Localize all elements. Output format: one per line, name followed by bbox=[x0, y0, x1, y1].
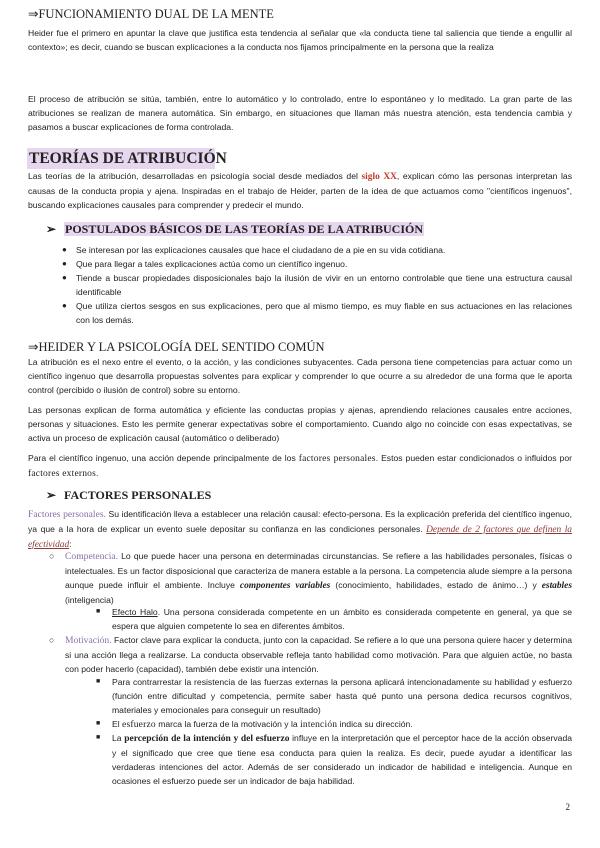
bullet-icon: ● bbox=[62, 301, 67, 311]
paragraph-attribution-theories bbox=[28, 169, 572, 212]
circle-bullet-icon: ○ bbox=[49, 551, 55, 561]
text-segment: indica su dirección. bbox=[337, 719, 413, 729]
list-item-text: Se interesan por las explicaciones causales que hace el ciudadano de a pie en su vida cotidiana. bbox=[76, 245, 446, 255]
list-item bbox=[62, 271, 572, 299]
text-segment: Factor clave para explicar la conducta, junto con la capacidad. Se refiere a lo que una persona quiere hacer y determina si una acción llega a realizarse. La conducta observable refleja tanto habilidad como motivación. Para que alguien actúe, no basta con poder hacerlo (capacidad), también debe existir una intención. bbox=[65, 635, 572, 675]
item-competence bbox=[49, 549, 572, 607]
term-intention: intención bbox=[300, 720, 338, 730]
text-segment: (conocimiento, habilidades, estado de ánimo…) y bbox=[330, 580, 542, 591]
term-stable: estables bbox=[541, 581, 572, 592]
list-item-text: Tiende a buscar propiedades disposicionales bajo la ilusión de vivir en un entorno controlable que tiene una estructura causal identificable bbox=[76, 273, 572, 298]
list-item-text: Que para llegar a tales explicaciones actúa como un científico ingenuo. bbox=[76, 259, 348, 270]
text-segment: . bbox=[96, 468, 99, 479]
list-item bbox=[62, 257, 572, 271]
paragraph-personal-factors bbox=[28, 507, 572, 552]
bullet-icon: ● bbox=[62, 245, 67, 254]
section-title-heider-common-sense: ⇒HEIDER Y LA PSICOLOGÍA DEL SENTIDO COMÚN bbox=[28, 340, 325, 354]
text-segment: El bbox=[112, 719, 123, 729]
subsection-title-text: FACTORES PERSONALES bbox=[64, 488, 212, 502]
section-title-dual-mind: ⇒FUNCIONAMIENTO DUAL DE LA MENTE bbox=[28, 7, 274, 21]
term-personal-factors: factores personales bbox=[298, 454, 376, 464]
square-bullet-icon: ■ bbox=[96, 678, 101, 685]
text-segment: , explican cómo las personas interpretan las causas de la conducta propia y ajena. Inspiradas en el trabajo de Heider, parten de la idea de que actuamos como "científicos ingenuos", buscando explicaciones causales para comprender y predecir el mundo. bbox=[28, 171, 572, 211]
term-perception-intention-effort: percepción de la intención y del esfuerzo bbox=[124, 734, 290, 744]
term-variable-components: componentes variables bbox=[239, 581, 331, 592]
term-personal-factors: Factores personales. bbox=[28, 509, 106, 520]
text-segment: Para contrarrestar la resistencia de las fuerzas externas la persona aplicará intencionadamente su habilidad y esfuerzo (función entre dificultad y competencia, permite saber hasta qué punto una persona dedica recursos cognitivos, materiales y emocionales para conseguir un resultado) bbox=[112, 677, 572, 716]
arrow-bullet-icon: ➢ bbox=[46, 488, 57, 502]
text-segment: Las teorías de la atribución, desarrolladas en psicología social desde mediados del bbox=[28, 171, 362, 181]
text-segment: Para el científico ingenuo, una acción depende principalmente de los bbox=[28, 453, 299, 463]
subsection-title-text: POSTULADOS BÁSICOS DE LAS TEORÍAS DE LA ATRIBUCIÓN bbox=[65, 222, 423, 236]
square-bullet-icon: ■ bbox=[96, 734, 101, 741]
paragraph-automatic-explanation: Las personas explican de forma automática y eficiente las conductas propias y ajenas, aprendiendo relaciones causales entre acciones, personas y situaciones. Esto les permite generar expectativas sobre el comportamiento. Cuando algo no coincide con esas expectativas, se activa un proceso de explicación causal (automático o deliberado) bbox=[28, 405, 572, 444]
item-halo-effect bbox=[96, 605, 572, 633]
list-item bbox=[62, 299, 572, 327]
arrow-bullet-icon: ➢ bbox=[46, 222, 57, 236]
section-title-attribution-theories: TEORÍAS DE ATRIBUCIÓN bbox=[29, 150, 227, 167]
underlined-note: Depende de 2 factores que definen la efectividad bbox=[28, 525, 572, 551]
item-effort-intention bbox=[96, 717, 572, 732]
text-segment: . Una persona considerada competente en un ámbito es considerada competente en general, ya que se espera que alguien competente lo sea en diferentes ámbitos. bbox=[112, 607, 572, 632]
list-item bbox=[62, 243, 572, 257]
item-external-forces bbox=[96, 675, 572, 717]
square-bullet-icon: ■ bbox=[96, 608, 101, 615]
subsection-title-postulates bbox=[46, 222, 424, 237]
bullet-icon: ● bbox=[62, 273, 67, 283]
text-segment: . Estos pueden estar condicionados o influidos por bbox=[375, 453, 572, 463]
term-halo-effect: Efecto Halo bbox=[112, 607, 158, 617]
postulates-list bbox=[62, 243, 572, 328]
item-perception-of-intention bbox=[96, 731, 573, 788]
text-segment: marca la fuerza de la motivación y la bbox=[155, 719, 301, 729]
text-segment: influye en la interpretación que el perceptor hace de la acción observada y el significado que cree que tiene esa conducta para quien la realiza. Es decir, puede ayudar a identificar las verdaderas intenciones del actor. Además de ser considerado un indicador de habilidad e inteligencia. Aunque en ocasiones el esfuerzo puede ser un indicador de baja habilidad. bbox=[112, 733, 573, 787]
term-motivation: Motivación. bbox=[65, 635, 112, 646]
square-bullet-icon: ■ bbox=[96, 720, 101, 727]
circle-bullet-icon: ○ bbox=[49, 635, 55, 645]
page-number: 2 bbox=[565, 802, 570, 812]
term-external-factors: factores externos bbox=[28, 469, 97, 480]
paragraph-attribution-process: El proceso de atribución se sitúa, también, entre lo automático y lo controlado, entre lo espontáneo y lo meditado. La gran parte de las atribuciones se realizan de manera automática. Sin embargo, en situaciones que llaman más nuestra atención, esta tendencia cambia y pasamos a buscar explicaciones de forma controlada. bbox=[28, 94, 572, 133]
item-motivation bbox=[49, 633, 572, 676]
paragraph-heider-salience: Heider fue el primero en apuntar la clave que justifica esta tendencia al señalar que «la conducta tiene tal saliencia que tiende a engullir al contexto»; es decir, cuando se buscan explicaciones a la conducta nos fijamos principalmente en la persona que la realiza bbox=[28, 28, 572, 53]
text-segment: : bbox=[69, 539, 72, 550]
text-segment: Su identificación lleva a establecer una relación causal: efecto-persona. Es la explicación preferida del científico ingenuo, ya que a la hora de explicar un evento suele depositar su confianza en las condiciones personales. bbox=[28, 509, 572, 535]
highlight-century: siglo XX bbox=[361, 172, 397, 182]
subsection-title-personal-factors bbox=[46, 488, 211, 503]
text-segment: Lo que puede hacer una persona en determinadas circunstancias. Se refiere a las habilidades personales, físicas o intelectuales. Es un factor disposicional que caracteriza de manera estable a la persona. La competencia alude siempre a la persona aunque puede influir el ambiente. Incluye bbox=[65, 551, 572, 591]
term-competence: Competencia. bbox=[65, 551, 119, 562]
paragraph-naive-scientist bbox=[28, 451, 572, 481]
list-item-text: Que utiliza ciertos sesgos en sus explicaciones, pero que al mismo tiempo, es muy fiable en sus actuaciones en las relaciones con los demás. bbox=[76, 301, 572, 326]
text-segment: La bbox=[112, 733, 125, 743]
bullet-icon: ● bbox=[62, 259, 67, 269]
paragraph-attribution-nexus: La atribución es el nexo entre el evento, o la acción, y las condiciones subyacentes. Cada persona tiene competencias para actuar como un científico ingenuo que desarrolla propuestas solventes para explicar y comprender lo que ocurre a su alrededor de una forma que le aporta control (percibido o ilusión de control) sobre su entorno. bbox=[28, 357, 572, 396]
term-effort: esfuerzo bbox=[122, 720, 156, 730]
text-segment: (inteligencia) bbox=[65, 595, 114, 606]
